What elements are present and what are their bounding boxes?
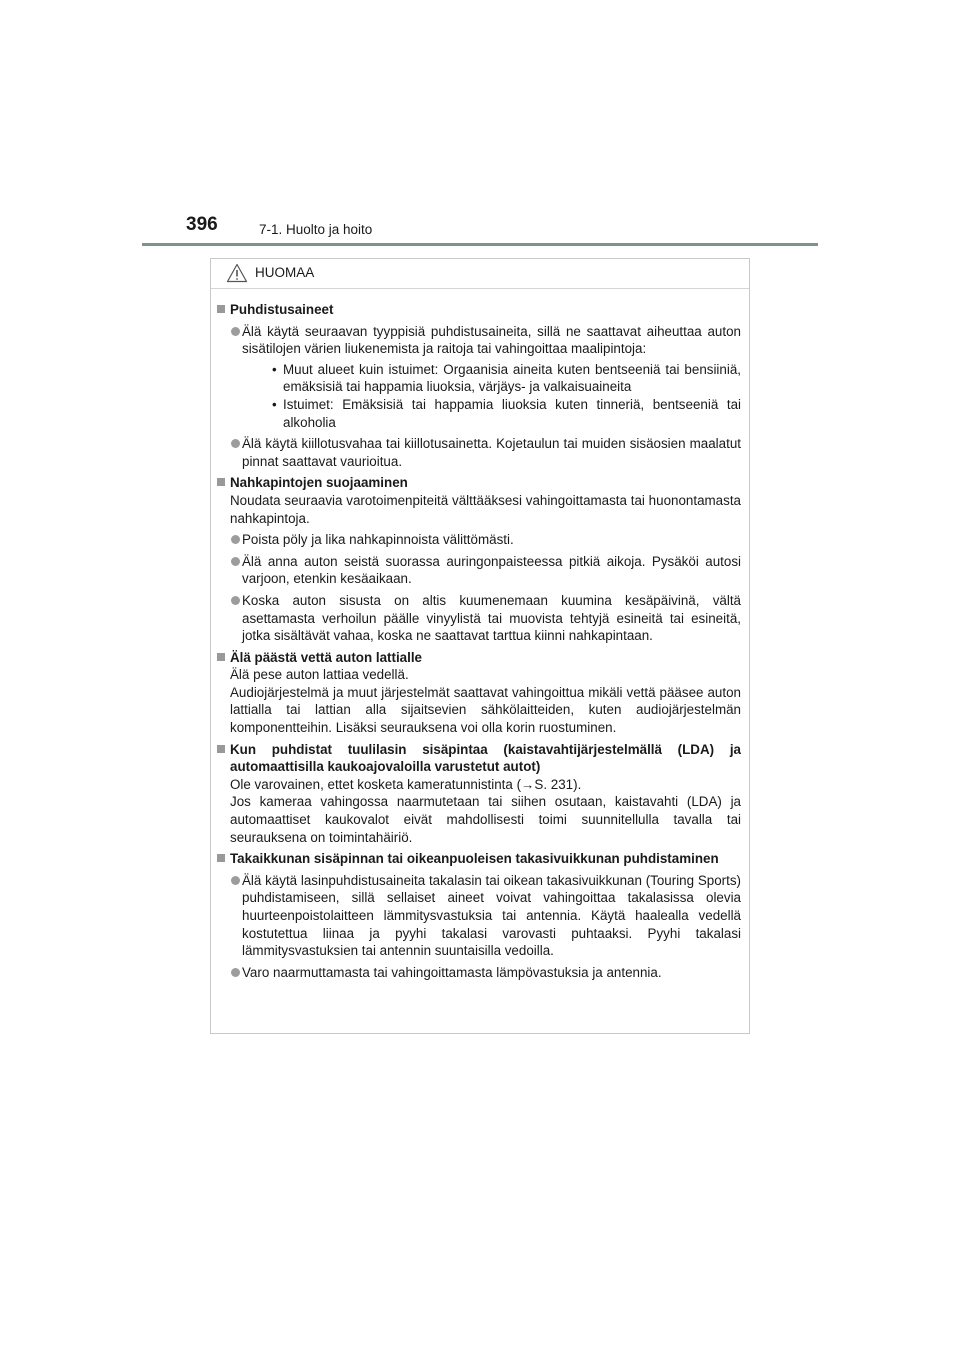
section-title: 7-1. Huolto ja hoito <box>259 222 373 237</box>
notice-section <box>216 474 741 644</box>
sub-item-text: Istuimet: Emäksisiä tai happamia liuoksia kuten tinneriä, bentseeniä tai alkoholia <box>283 396 741 430</box>
sub-item <box>242 396 741 431</box>
section-paragraph: Älä pese auton lattiaa vedellä. <box>230 667 409 683</box>
sub-list <box>242 361 741 431</box>
notice-body <box>211 289 749 981</box>
section-heading-text: Kun puhdistat tuulilasin sisäpintaa (kaistavahtijärjestelmällä (LDA) ja automaattisilla kaukoajovaloilla varustetut autot) <box>230 741 741 775</box>
notice-section <box>216 741 741 847</box>
square-bullet-icon <box>217 305 225 313</box>
sub-item-text: Muut alueet kuin istuimet: Orgaanisia aineita kuten bentseeniä tai bensiiniä, emäksisiä tai happamia liuoksia, värjäys- ja valkaisuaineita <box>283 361 741 395</box>
sub-item <box>242 361 741 396</box>
section-heading <box>216 850 741 868</box>
page-number: 396 <box>186 214 218 235</box>
bullet-item <box>216 323 741 432</box>
section-paragraph: Noudata seuraavia varotoimenpiteitä välttääksesi vahingoittamasta tai huonontamasta nahkapintoja. <box>230 492 741 526</box>
notice-section <box>216 649 741 737</box>
sub-bullet-icon: • <box>272 361 277 377</box>
notice-box <box>210 258 750 1034</box>
bullet-text: Älä käytä lasinpuhdistusaineita takalasin tai oikean takasivuikkunan (Touring Sports) puhdistamiseen, sillä sellaiset aineet voivat vahingoittaa takalasissa olevia huurteenpoistolaitteen lämmitysvastuksia tai antennia. Käytä haalealla vedellä kostutettua liinaa ja pyyhi takalasi varovasti puhtaaksi. Pyyhi takalasi lämmitysvastuksien tai antennin suuntaisilla vedoilla. <box>242 872 741 959</box>
circle-bullet-icon <box>231 557 240 566</box>
section-heading <box>216 474 741 492</box>
section-heading <box>216 741 741 776</box>
bullet-item <box>216 964 741 982</box>
section-heading-text: Älä päästä vettä auton lattialle <box>230 649 422 665</box>
bullet-text: Koska auton sisusta on altis kuumenemaan kuumina kesäpäivinä, vältä asettamasta verhoilun päälle vinyylistä tai muovista tehtyjä esineitä tai esineitä, jotka sisältävät vahaa, koska ne saattavat tarttua kiinni nahkapintaan. <box>242 592 741 644</box>
square-bullet-icon <box>217 854 225 862</box>
circle-bullet-icon <box>231 876 240 885</box>
square-bullet-icon <box>217 745 225 753</box>
bullet-text: Älä käytä seuraavan tyyppisiä puhdistusaineita, sillä ne saattavat aiheuttaa auton sisätilojen värien liukenemista ja raitoja tai vahingoittaa maalipintoja: <box>242 323 741 357</box>
circle-bullet-icon <box>231 327 240 336</box>
section-heading-text: Nahkapintojen suojaaminen <box>230 475 408 491</box>
bullet-item <box>216 435 741 470</box>
section-heading <box>216 301 741 319</box>
bullet-item <box>216 592 741 645</box>
bullet-text: Älä käytä kiillotusvahaa tai kiillotusainetta. Kojetaulun tai muiden sisäosien maalatut pinnat saattavat vaurioitua. <box>242 436 741 469</box>
section-paragraph: Ole varovainen, ettet kosketa kameratunnistinta (→S. 231). <box>230 776 582 792</box>
bullet-item <box>216 531 741 549</box>
section-heading <box>216 649 741 667</box>
section-paragraph: Jos kameraa vahingossa naarmutetaan tai siihen osutaan, kaistavahti (LDA) ja automaattiset kaukovalot eivät mahdollisesti toimi suunnitellulla tavalla tai seurauksena on toimintahäiriö. <box>230 794 741 845</box>
section-heading-text: Takaikkunan sisäpinnan tai oikeanpuoleisen takasivuikkunan puhdistaminen <box>230 851 719 867</box>
bullet-item <box>216 872 741 960</box>
bullet-item <box>216 553 741 588</box>
header-rule <box>142 243 818 246</box>
section-paragraph: Audiojärjestelmä ja muut järjestelmät saattavat vahingoittua mikäli vettä pääsee auton lattialla tai lattian alla sijaitsevien sähkölaitteiden, kuten audiojärjestelmän komponentteihin. Lisäksi seurauksena voi olla korin ruostuminen. <box>230 684 741 736</box>
notice-section <box>216 301 741 470</box>
sub-bullet-icon: • <box>272 396 277 412</box>
bullet-text: Varo naarmuttamasta tai vahingoittamasta lämpövastuksia ja antennia. <box>242 964 662 980</box>
circle-bullet-icon <box>231 968 240 977</box>
section-heading-text: Puhdistusaineet <box>230 302 334 317</box>
circle-bullet-icon <box>231 535 240 544</box>
bullet-text: Poista pöly ja lika nahkapinnoista välittömästi. <box>242 532 514 548</box>
bullet-text: Älä anna auton seistä suorassa auringonpaisteessa pitkiä aikoja. Pysäköi autosi varjoon, etenkin kesäaikaan. <box>242 553 741 587</box>
circle-bullet-icon <box>231 596 240 605</box>
notice-section <box>216 850 741 981</box>
circle-bullet-icon <box>231 439 240 448</box>
notice-title: HUOMAA <box>255 265 315 280</box>
square-bullet-icon <box>217 478 225 486</box>
square-bullet-icon <box>217 653 225 661</box>
notice-header <box>211 259 749 289</box>
warning-triangle-icon <box>226 263 248 283</box>
